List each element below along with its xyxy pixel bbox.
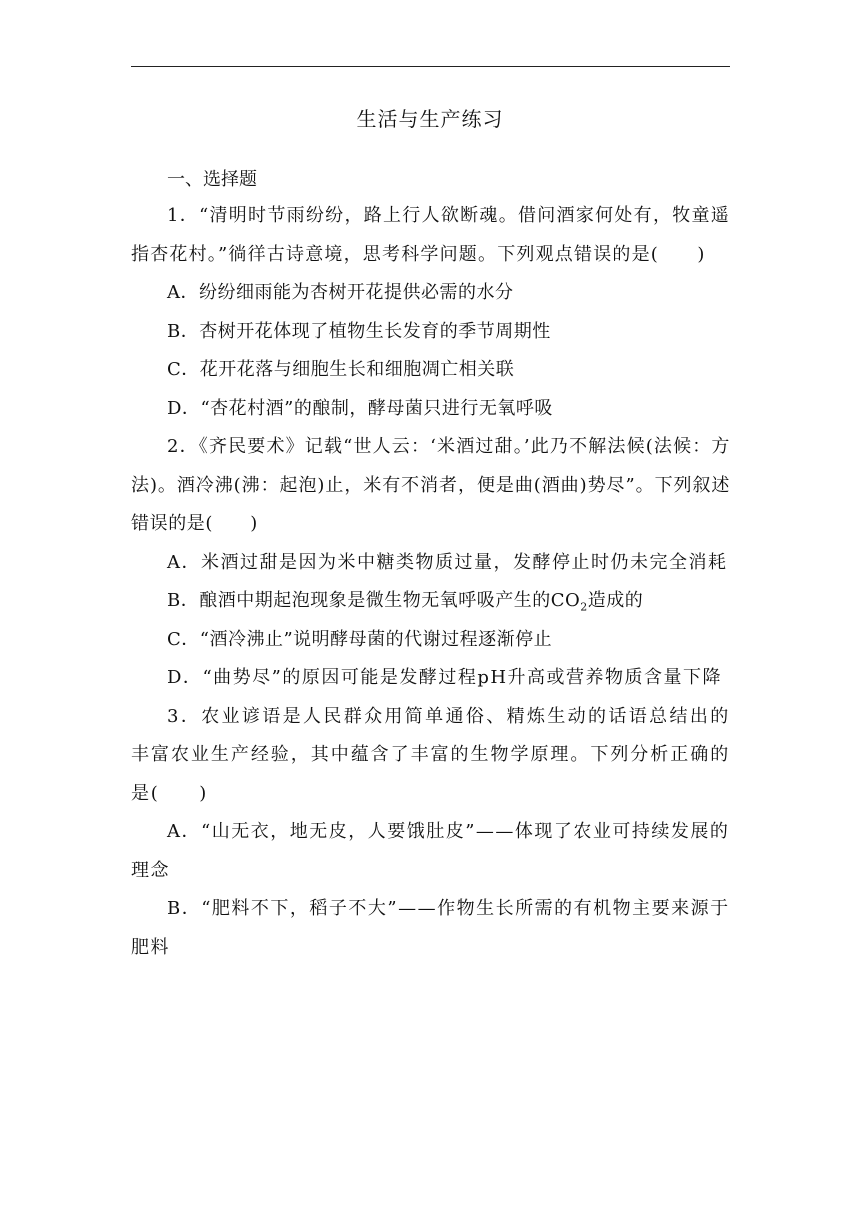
option-text: “山无衣，地无皮，人要饿肚皮”——体现了农业可持续发展的理念 [131, 821, 730, 881]
option-letter: C． [167, 359, 200, 380]
question-number: 2． [167, 436, 199, 457]
option-letter: A． [167, 282, 199, 303]
option-text: “杏花村酒”的酿制，酵母菌只进行无氧呼吸 [200, 397, 553, 419]
option-text: “曲势尽”的原因可能是发酵过程pH升高或营养物质含量下降 [202, 667, 723, 688]
option-text-before: 酿酒中期起泡现象是微生物无氧呼吸产生的CO [199, 590, 581, 611]
option-text: “肥料不下，稻子不大”——作物生长所需的有机物主要来源于肥料 [131, 898, 730, 958]
question-2 [131, 428, 730, 698]
question-text: 《齐民要术》记载“世人云：‘米酒过甜。’此乃不解法候(法候：方法)。酒冷沸(沸：起泡)止，米有不消者，便是曲(酒曲)势尽”。下列叙述错误的是( ) [131, 436, 731, 534]
option-letter: B． [167, 590, 200, 611]
option-a[interactable] [131, 274, 730, 313]
option-b[interactable] [131, 890, 730, 967]
option-text-after: 造成的 [587, 590, 644, 611]
section-heading: 一、选择题 [167, 169, 257, 190]
option-a[interactable] [131, 813, 730, 890]
question-text: “清明时节雨纷纷，路上行人欲断魂。借问酒家何处有，牧童遥指杏花村。”徜徉古诗意境，思考科学问题。下列观点错误的是( ) [131, 205, 730, 265]
option-letter: B． [167, 898, 202, 919]
option-letter: A． [167, 551, 201, 573]
option-text: 花开花落与细胞生长和细胞凋亡相关联 [199, 359, 515, 380]
option-b[interactable] [131, 582, 730, 621]
question-stem [131, 428, 730, 544]
option-c[interactable] [131, 351, 730, 390]
option-letter: D． [167, 397, 201, 419]
document-body [131, 162, 730, 967]
option-text: 杏树开花体现了植物生长发育的季节周期性 [199, 320, 551, 342]
option-d[interactable] [131, 659, 730, 698]
option-d[interactable] [131, 390, 730, 429]
option-c[interactable] [131, 621, 730, 660]
question-stem [131, 698, 730, 814]
option-text: “酒冷沸止”说明酵母菌的代谢过程逐渐停止 [199, 628, 553, 650]
document-title: 生活与生产练习 [356, 107, 504, 131]
question-text: 农业谚语是人民群众用简单通俗、精炼生动的话语总结出的丰富农业生产经验，其中蕴含了丰富的生物学原理。下列分析正确的是( ) [131, 705, 731, 804]
question-1 [131, 197, 730, 428]
subscript: 2 [580, 600, 588, 614]
question-number: 3． [167, 705, 202, 727]
option-letter: D． [167, 667, 203, 688]
option-letter: B． [167, 320, 200, 342]
question-3 [131, 698, 730, 968]
option-text: 纷纷细雨能为杏树开花提供必需的水分 [199, 282, 514, 303]
header-rule [131, 66, 730, 67]
question-number: 1． [167, 205, 200, 226]
question-stem [131, 197, 730, 274]
option-letter: A． [167, 821, 201, 842]
option-letter: C． [167, 628, 200, 650]
option-text: 米酒过甜是因为米中糖类物质过量，发酵停止时仍未完全消耗 [201, 551, 728, 573]
option-b[interactable] [131, 313, 730, 352]
option-a[interactable] [131, 544, 730, 583]
